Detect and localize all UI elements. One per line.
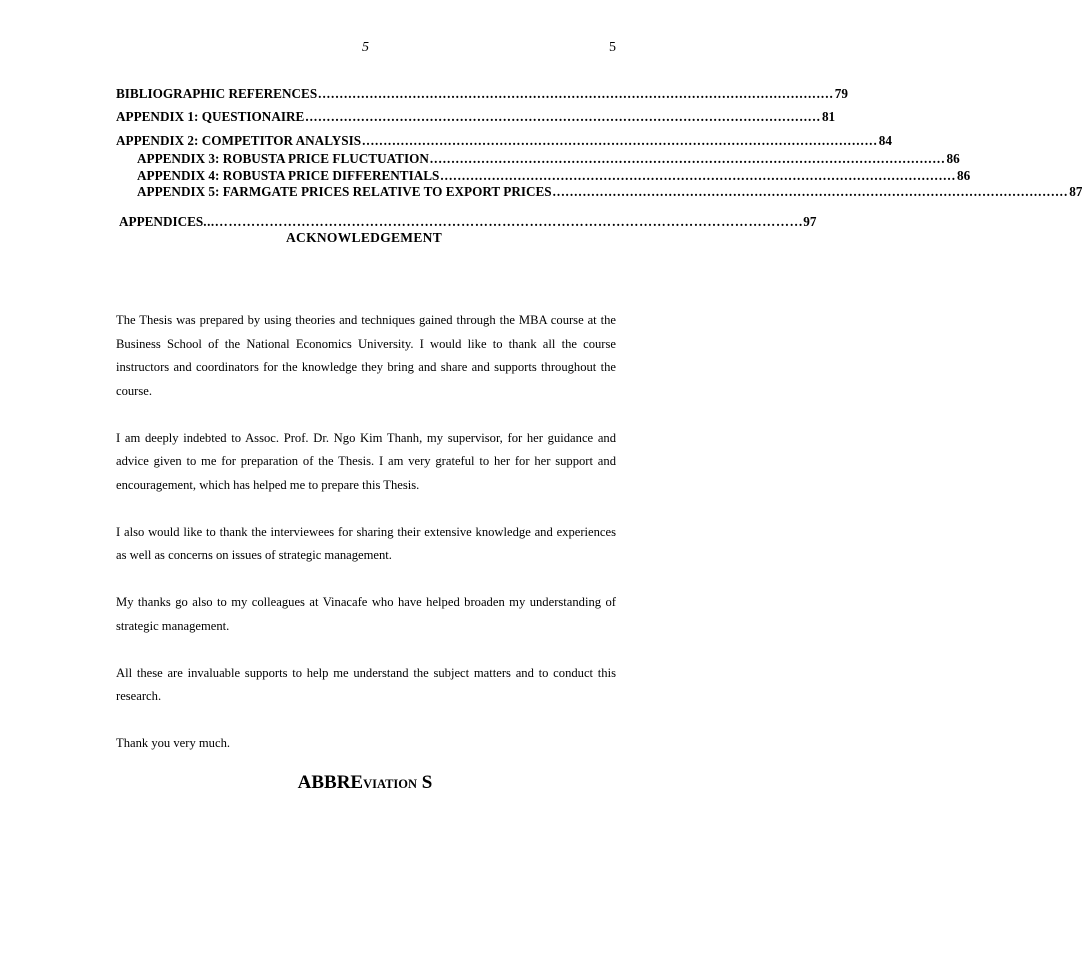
paragraph: I am deeply indebted to Assoc. Prof. Dr. Ngo Kim Thanh, my supervisor, for her guidance and advice given to me for preparation of the Thesis. I am very grateful to her for her support and encouragement, which has helped me to prepare this Thesis. bbox=[116, 430, 616, 492]
paragraph: My thanks go also to my colleagues at Vinacafe who have helped broaden my understanding of strategic management. bbox=[116, 595, 616, 633]
toc-leader: ........................................................................................................................ bbox=[318, 85, 834, 101]
toc-leader: ........................................................................................................................ bbox=[305, 109, 821, 124]
toc-entry[interactable] bbox=[116, 104, 836, 128]
toc-entry-page: 87 bbox=[1069, 184, 1082, 199]
toc-entry-title: BIBLIOGRAPHIC REFERENCES bbox=[116, 85, 318, 101]
toc-entry-page: 79 bbox=[834, 85, 848, 101]
toc-entry-title: APPENDIX 5: FARMGATE PRICES RELATIVE TO EXPORT PRICES bbox=[137, 184, 552, 199]
toc-leader: ........................................................................................................................ bbox=[429, 151, 946, 166]
abbreviations-part: S bbox=[417, 772, 433, 793]
acknowledgement-heading: ACKNOWLEDGEMENT bbox=[285, 230, 442, 245]
toc-entry-appendices[interactable] bbox=[119, 214, 817, 230]
toc-entry-title: APPENDIX 4: ROBUSTA PRICE DIFFERENTIALS bbox=[137, 167, 440, 183]
abbreviations-heading bbox=[0, 772, 700, 794]
acknowledgement-body bbox=[116, 309, 616, 779]
toc-entry-page: 86 bbox=[957, 167, 971, 183]
toc-entry[interactable] bbox=[116, 127, 892, 151]
toc-entry[interactable] bbox=[116, 80, 848, 104]
toc-entry-title: APPENDIX 3: ROBUSTA PRICE FLUCTUATION bbox=[137, 151, 429, 166]
paragraph: Thank you very much. bbox=[116, 736, 231, 750]
abbreviations-part: ABBRE bbox=[297, 772, 364, 793]
toc-leader: ...………………………………………………………………………………………………………………… bbox=[203, 214, 804, 229]
paragraph: I also would like to thank the interviewees for sharing their extensive knowledge and experiences as well as concerns on issues of strategic management. bbox=[116, 524, 616, 562]
toc-entry[interactable] bbox=[116, 151, 960, 168]
paragraph: The Thesis was prepared by using theories and techniques gained through the MBA course at the Business School of the National Economics University. I would like to thank all the course instructors and coordinators for the knowledge they bring and share and supports throughout the course. bbox=[116, 313, 616, 398]
toc-entry-title: APPENDIX 1: QUESTIONAIRE bbox=[116, 109, 305, 124]
toc-entry-page: 97 bbox=[803, 214, 817, 229]
toc-entry-title: APPENDICES bbox=[119, 214, 204, 229]
toc-entry-page: 86 bbox=[946, 151, 960, 166]
toc-entry-page: 84 bbox=[878, 132, 892, 148]
abbreviations-part-small: VIATION bbox=[363, 777, 418, 791]
toc-leader: ........................................................................................................................ bbox=[440, 167, 956, 183]
page-number: 5 bbox=[362, 40, 369, 55]
toc-leader: ........................................................................................................................ bbox=[552, 184, 1069, 199]
table-of-contents bbox=[116, 80, 1082, 200]
toc-entry[interactable] bbox=[116, 167, 971, 184]
toc-entry-title: APPENDIX 2: COMPETITOR ANALYSIS bbox=[116, 132, 362, 148]
toc-leader: ........................................................................................................................ bbox=[362, 132, 878, 148]
paragraph: All these are invaluable supports to help me understand the subject matters and to conduct this research. bbox=[116, 665, 616, 703]
toc-entry-page: 81 bbox=[821, 109, 836, 124]
page-number-right: 5 bbox=[609, 40, 616, 55]
toc-entry[interactable] bbox=[116, 184, 1082, 201]
